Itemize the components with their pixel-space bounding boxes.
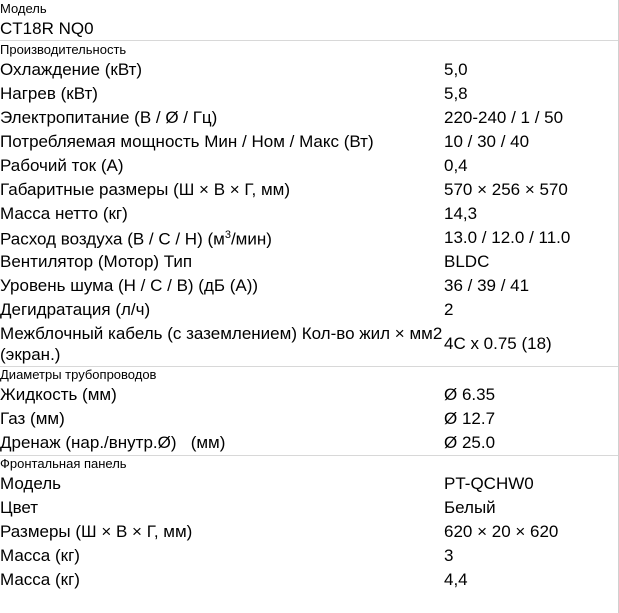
row-label-text: Расход воздуха (В / С / Н) (м — [0, 229, 225, 249]
row-value: 0,4 — [444, 155, 468, 175]
row-label: Электропитание (В / Ø / Гц) — [0, 107, 218, 127]
row-value: 36 / 39 / 41 — [444, 276, 530, 296]
table-row — [0, 568, 619, 592]
row-label: Охлаждение (кВт) — [0, 59, 143, 79]
row-value: 5,0 — [444, 59, 468, 79]
row-label: Межблочный кабель (с заземлением) Кол-во жил × мм2 (экран.) — [0, 323, 443, 364]
row-value: 5,8 — [444, 83, 468, 103]
row-value: 4C x 0.75 (18) — [444, 334, 552, 354]
row-label — [0, 225, 444, 250]
table-row — [0, 431, 619, 456]
section-header — [0, 41, 619, 58]
row-value: BLDC — [444, 252, 490, 272]
row-label: Модель — [0, 474, 62, 494]
table-row — [0, 153, 619, 177]
row-value: 14,3 — [444, 203, 478, 223]
row-value: 13.0 / 12.0 / 11.0 — [444, 227, 571, 247]
section-header — [0, 455, 619, 472]
section-title: Модель — [0, 0, 47, 16]
row-value: 3 — [444, 546, 454, 566]
table-row — [0, 274, 619, 298]
section-title: Фронтальная панель — [0, 455, 619, 472]
section-header — [0, 366, 619, 383]
row-label: Размеры (Ш × В × Г, мм) — [0, 522, 193, 542]
table-row — [0, 520, 619, 544]
row-label: Габаритные размеры (Ш × В × Г, мм) — [0, 179, 291, 199]
table-row — [0, 81, 619, 105]
row-value: 4,4 — [444, 570, 468, 590]
row-label: Дегидратация (л/ч) — [0, 300, 151, 320]
table-row — [0, 225, 619, 250]
section-title: Диаметры трубопроводов — [0, 366, 619, 383]
table-row — [0, 250, 619, 274]
table-row — [0, 201, 619, 225]
section-header — [0, 0, 619, 16]
row-value: PT-QCHW0 — [444, 474, 534, 494]
table-row — [0, 177, 619, 201]
row-label: Жидкость (мм) — [0, 385, 117, 405]
row-label-text-after: /мин) — [230, 229, 272, 249]
table-row — [0, 496, 619, 520]
row-label: Уровень шума (Н / С / В) (дБ (А)) — [0, 276, 259, 296]
row-label: CT18R NQ0 — [0, 18, 94, 38]
row-label: Цвет — [0, 498, 39, 518]
row-value: 2 — [444, 300, 454, 320]
row-label-superscript: 3 — [224, 229, 231, 241]
row-value: 10 / 30 / 40 — [444, 131, 530, 151]
row-value: Ø 6.35 — [444, 385, 496, 405]
table-row — [0, 16, 619, 41]
row-value: 620 × 20 × 620 — [444, 522, 559, 542]
table-row — [0, 57, 619, 81]
row-value: 570 × 256 × 570 — [444, 179, 568, 199]
row-label: Газ (мм) — [0, 409, 65, 429]
row-value: Ø 25.0 — [444, 433, 496, 453]
section-title: Производительность — [0, 41, 619, 58]
row-label: Рабочий ток (A) — [0, 155, 124, 175]
table-row — [0, 322, 619, 367]
table-row — [0, 472, 619, 496]
table-row — [0, 129, 619, 153]
row-value: Белый — [444, 498, 496, 518]
row-label: Масса (кг) — [0, 546, 80, 566]
table-row — [0, 383, 619, 407]
table-row — [0, 105, 619, 129]
row-value: Ø 12.7 — [444, 409, 496, 429]
table-row — [0, 544, 619, 568]
row-label: Нагрев (кВт) — [0, 83, 98, 103]
row-value — [444, 16, 619, 41]
table-row — [0, 298, 619, 322]
table-row — [0, 407, 619, 431]
row-label: Вентилятор (Мотор) Тип — [0, 252, 193, 272]
row-label: Потребляемая мощность Мин / Ном / Макс (Вт) — [0, 131, 374, 151]
row-label: Дренаж (нар./внутр.Ø) (мм) — [0, 433, 226, 453]
row-label: Масса (кг) — [0, 570, 80, 590]
row-value: 220-240 / 1 / 50 — [444, 107, 564, 127]
row-label: Масса нетто (кг) — [0, 203, 128, 223]
